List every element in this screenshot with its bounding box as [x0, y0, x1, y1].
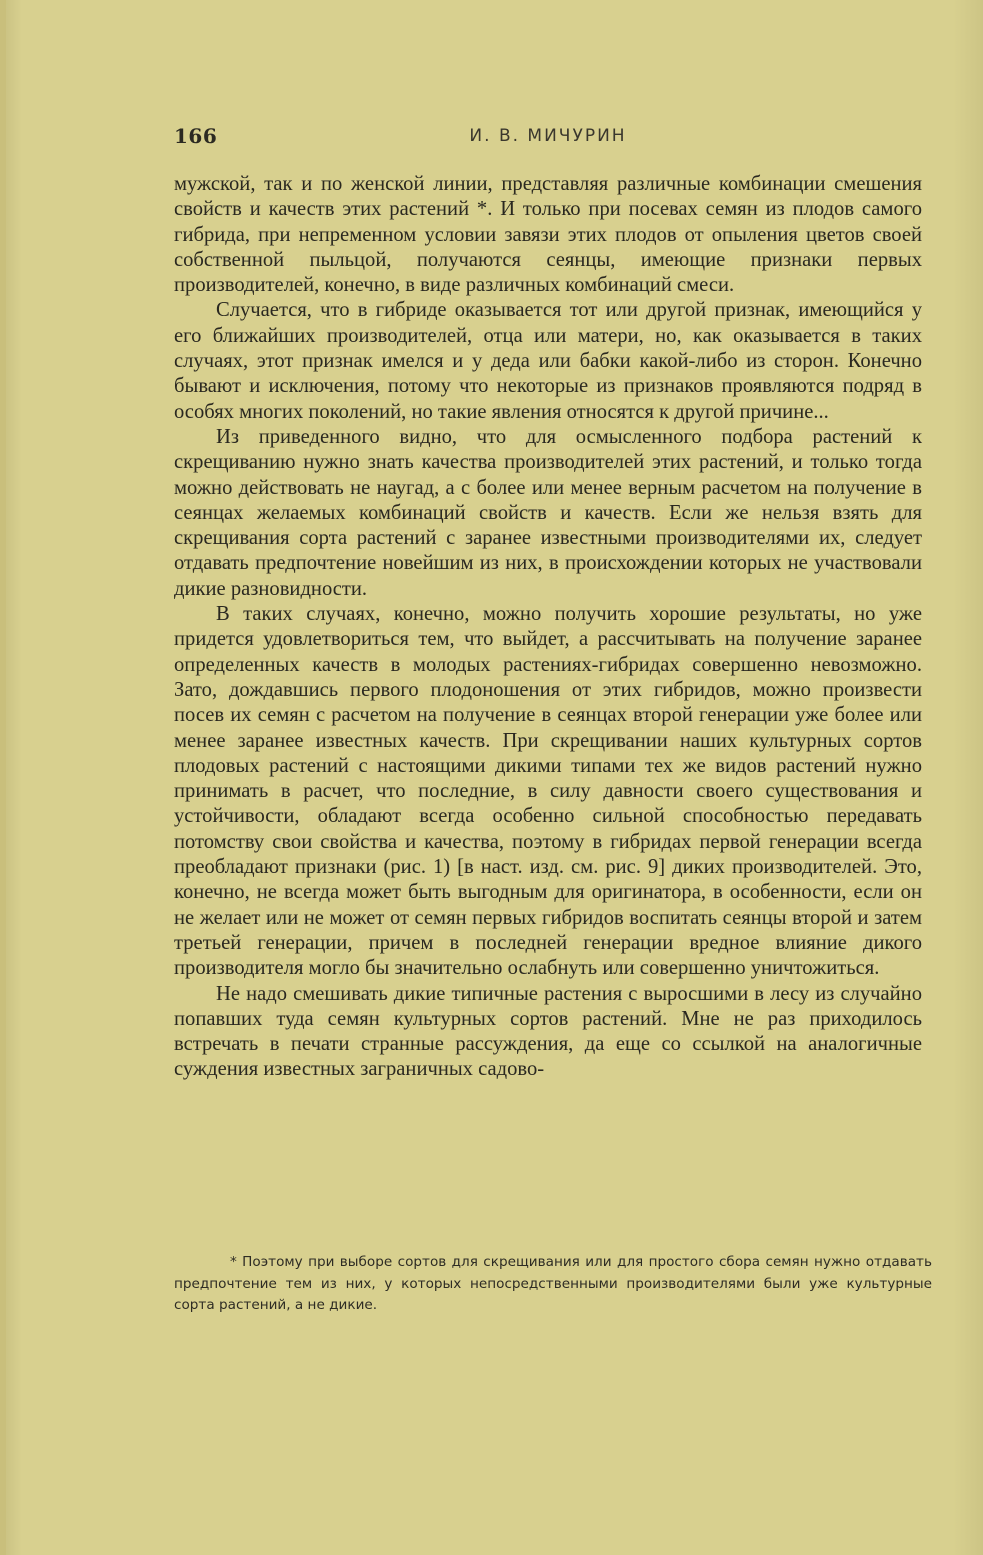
page-edge — [0, 0, 6, 1555]
running-head: И. В. МИЧУРИН — [469, 126, 627, 146]
page-header — [174, 124, 922, 152]
footnote-text: * Поэтому при выборе сортов для скрещивания или для простого сбора семян нужно отдавать предпочтение тем из них, у которых непосредственными производителями были уже культурные сорта растений, а не дикие. — [174, 1254, 932, 1313]
paragraph: Из приведенного видно, что для осмысленного подбора растений к скрещиванию нужно знать качества производителей этих растений, и только тогда можно действовать не наугад, а с более или менее верным расчетом на получение в сеянцах желаемых комбинаций свойств и качеств. Если же нельзя взять для скрещивания сорта растений с заранее известными производителями их, следует отдавать предпочтение новейшим из них, в происхождении которых не участвовали дикие разновидности. — [174, 425, 922, 600]
body-text — [174, 172, 922, 1083]
paragraph: Не надо смешивать дикие типичные растения с выросшими в лесу из случайно попавших туда семян культурных сортов растений. Мне не раз приходилось встречать в печати странные рассуждения, да еще со ссылкой на аналогичные суждения известных заграничных садово- — [174, 982, 922, 1081]
paragraph: Случается, что в гибриде оказывается тот или другой признак, имеющийся у его ближайших производителей, отца или матери, но, как оказывается в таких случаях, этот признак имелся и у деда или бабки какой-либо из сторон. Конечно бывают и исключения, потому что некоторые из признаков проявляются подряд в особях многих поколений, но такие явления относятся к другой причине... — [174, 299, 922, 423]
paragraph: мужской, так и по женской линии, представляя различные комбинации смешения свойств и качеств этих растений *. И только при посевах семян из плодов самого гибрида, при непременном условии завязи этих плодов от опыления цветов своей собственной пыльцой, получаются сеянцы, имеющие признаки первых производителей, конечно, в виде различных комбинаций смеси. — [174, 173, 922, 297]
page-number: 166 — [174, 124, 218, 148]
footnote — [174, 1252, 932, 1317]
paragraph: В таких случаях, конечно, можно получить хорошие результаты, но уже придется удовлетвориться тем, что выйдет, а рассчитывать на получение заранее определенных качеств в молодых растениях-гибридах совершенно невозможно. Зато, дождавшись первого плодоношения от этих гибридов, можно произвести посев их семян с расчетом на получение в сеянцах второй генерации уже более или менее заранее известных качеств. При скрещивании наших культурных сортов плодовых растений с настоящими дикими типами тех же видов растений нужно принимать в расчет, что последние, в силу давности своего существования и устойчивости, обладают всегда особенно сильной способностью передавать потомству свои свойства и качества, поэтому в гибридах первой генерации всегда преобладают признаки (рис. 1) [в наст. изд. см. рис. 9] диких производителей. Это, конечно, не всегда может быть выгодным для оригинатора, в особенности, если он не желает или не может от семян первых гибридов воспитать сеянцы второй и затем третьей генерации, причем в последней генерации вредное влияние дикого производителя могло бы значительно ослабнуть или совершенно уничтожиться. — [174, 603, 922, 980]
